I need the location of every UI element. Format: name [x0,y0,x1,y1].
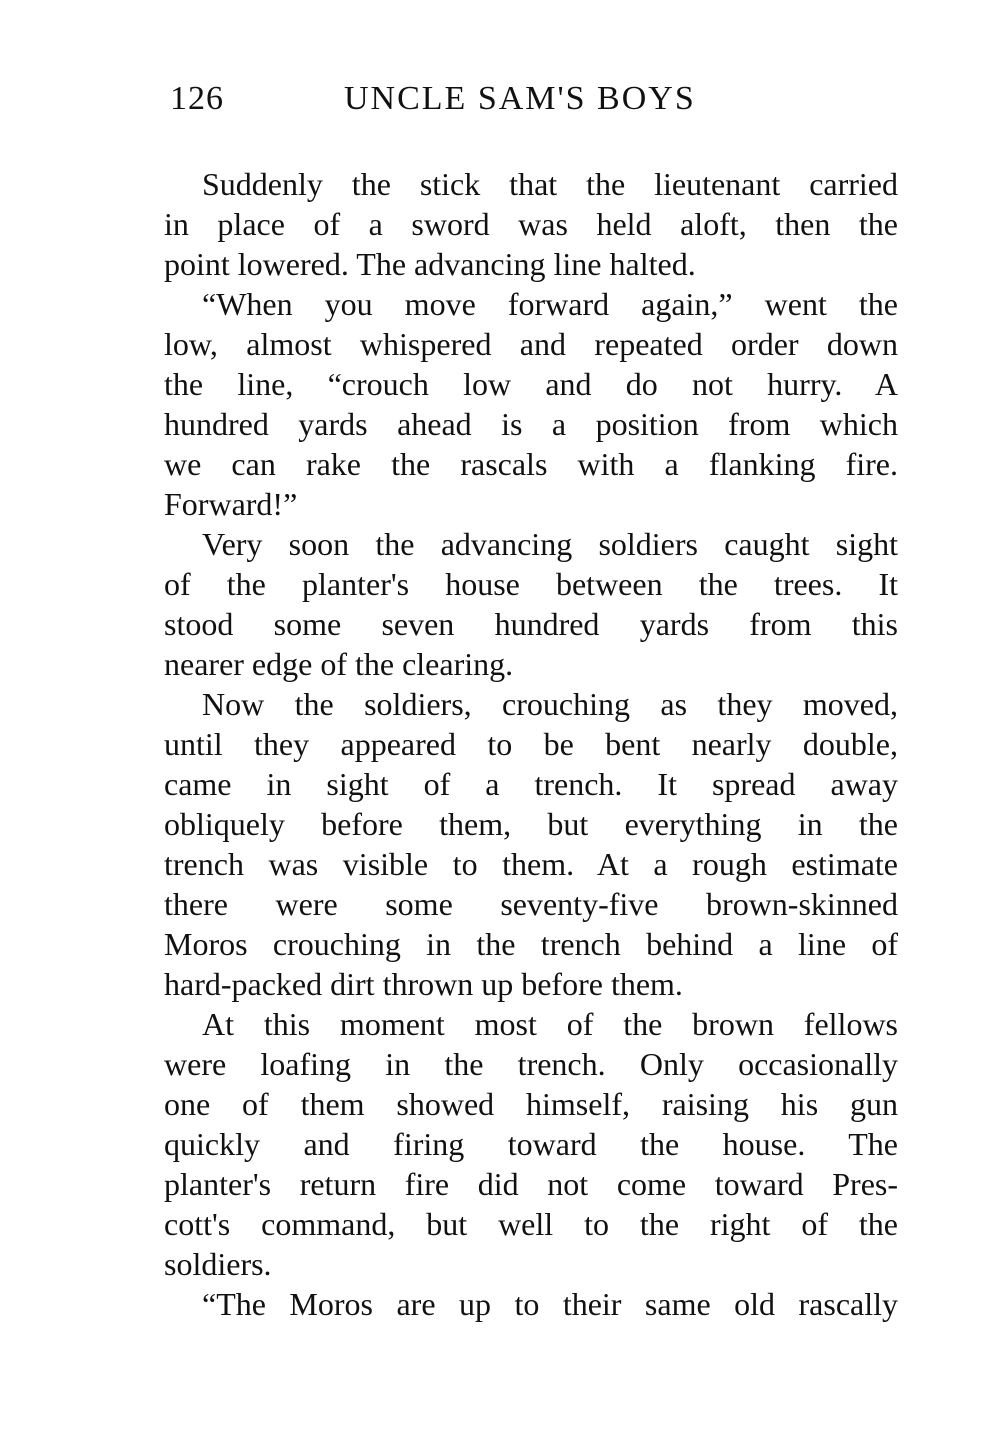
text-line: planter's return fire did not come toward Pres- [164,1166,898,1202]
text-line: At this moment most of the brown fellows [202,1006,898,1042]
text-line: “When you move forward again,” went the [202,286,898,322]
text-line: stood some seven hundred yards from this [164,606,898,642]
text-line: came in sight of a trench. It spread away [164,766,898,802]
body-text [164,164,898,1324]
paragraph [164,164,898,284]
text-line: until they appeared to be bent nearly double, [164,726,898,762]
text-line: hard-packed dirt thrown up before them. [164,966,683,1002]
paragraph [164,1004,898,1284]
text-line: soldiers. [164,1246,272,1282]
text-line: Moros crouching in the trench behind a line of [164,926,898,962]
page-number: 126 [170,80,224,117]
text-line: quickly and firing toward the house. The [164,1126,898,1162]
paragraph [164,524,898,684]
text-line: point lowered. The advancing line halted. [164,246,696,282]
text-line: cott's command, but well to the right of the [164,1206,898,1242]
text-line: there were some seventy-five brown-skinned [164,886,898,922]
running-head [170,80,900,124]
text-line: trench was visible to them. At a rough estimate [164,846,898,882]
text-line: nearer edge of the clearing. [164,646,514,682]
text-line: Suddenly the stick that the lieutenant carried [202,166,898,202]
paragraph [164,684,898,1004]
paragraph [164,284,898,524]
text-line: hundred yards ahead is a position from which [164,406,898,442]
paragraph [164,1284,898,1324]
text-line: one of them showed himself, raising his gun [164,1086,898,1122]
text-line: obliquely before them, but everything in the [164,806,898,842]
book-title: UNCLE SAM'S BOYS [344,80,696,117]
text-line: were loafing in the trench. Only occasionally [164,1046,898,1082]
text-line: Now the soldiers, crouching as they moved, [202,686,898,722]
text-line: of the planter's house between the trees. It [164,566,898,602]
text-line: in place of a sword was held aloft, then the [164,206,898,242]
text-line: we can rake the rascals with a flanking fire. [164,446,898,482]
text-line: Very soon the advancing soldiers caught sight [202,526,898,562]
text-line: the line, “crouch low and do not hurry. A [164,366,898,402]
text-line: Forward!” [164,486,298,522]
text-line: “The Moros are up to their same old rascally [202,1286,898,1322]
text-line: low, almost whispered and repeated order down [164,326,898,362]
